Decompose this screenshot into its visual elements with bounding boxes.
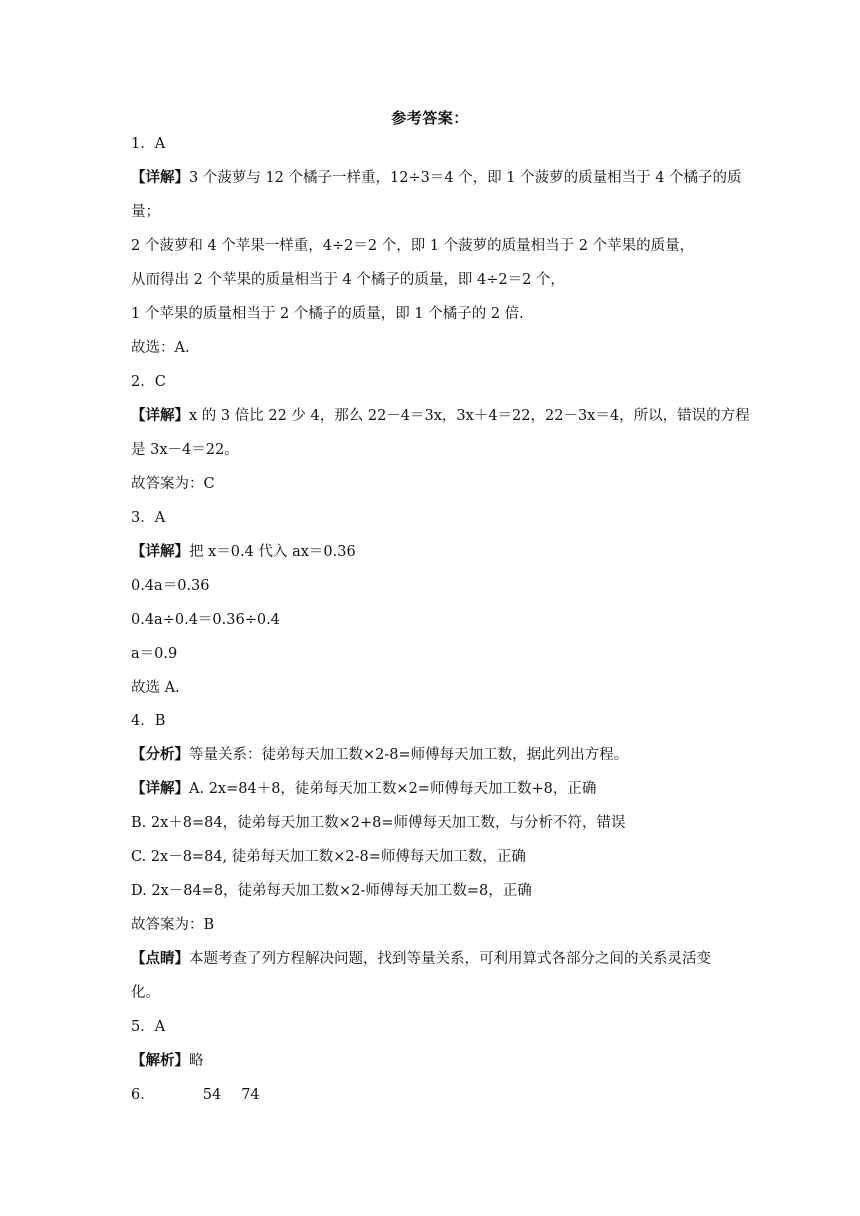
q4-explain-line-1 xyxy=(131,779,741,799)
q4-answer: 4．B xyxy=(131,713,166,729)
q1-explain-line-1 xyxy=(131,168,741,188)
q4-comment-line-2: 化。 xyxy=(131,985,160,1001)
q5-analysis-tag: 【解析】 xyxy=(131,1052,189,1069)
q3-step-1: 0.4a＝0.36 xyxy=(131,578,210,594)
q5-answer: 5．A xyxy=(131,1019,166,1035)
q1-explain-text-1: 3 个菠萝与 12 个橘子一样重，12÷3＝4 个，即 1 个菠萝的质量相当于 4 个橘子的质 xyxy=(189,170,742,186)
q4-comment-text-1: 本题考查了列方程解决问题，找到等量关系，可利用算式各部分之间的关系灵活变 xyxy=(189,951,711,967)
q4-conclusion: 故答案为：B xyxy=(131,917,215,933)
q1-conclusion: 故选：A. xyxy=(131,340,190,356)
q4-explain-tag: 【详解】 xyxy=(131,780,189,797)
q4-option-a: A. 2x=84＋8，徒弟每天加工数×2=师傅每天加工数+8，正确 xyxy=(189,781,597,797)
q4-comment-line-1 xyxy=(131,949,741,969)
q1-explain-tag: 【详解】 xyxy=(131,169,189,186)
q4-comment-tag: 【点睛】 xyxy=(131,950,189,967)
q2-conclusion: 故答案为：C xyxy=(131,476,215,492)
q4-option-d: D. 2x－84=8，徒弟每天加工数×2-师傅每天加工数=8，正确 xyxy=(131,883,532,899)
q6-answer-line xyxy=(131,1085,741,1105)
q1-explain-line-2: 量； xyxy=(131,204,160,220)
q4-option-b: B. 2x＋8=84，徒弟每天加工数×2+8=师傅每天加工数，与分析不符，错误 xyxy=(131,815,626,831)
q4-analysis-text: 等量关系：徒弟每天加工数×2-8=师傅每天加工数，据此列出方程。 xyxy=(189,747,629,763)
q6-number: 6． xyxy=(131,1087,155,1103)
q3-explain-text-1: 把 x＝0.4 代入 ax＝0.36 xyxy=(189,544,356,560)
q5-analysis-line xyxy=(131,1051,741,1071)
q4-analysis-line xyxy=(131,745,741,765)
q2-explain-line-1 xyxy=(131,406,750,426)
q3-explain-line-1 xyxy=(131,542,741,562)
q1-explain-line-5: 1 个苹果的质量相当于 2 个橘子的质量，即 1 个橘子的 2 倍. xyxy=(131,306,524,322)
q6-answer-2: 74 xyxy=(241,1087,260,1103)
q2-explain-line-2: 是 3x－4＝22。 xyxy=(131,442,239,458)
page-title: 参考答案： xyxy=(391,109,469,127)
q2-explain-text-1: x 的 3 倍比 22 少 4，那么 22－4＝3x，3x＋4＝22，22－3x＝4，所以，错误的方程 xyxy=(189,408,750,424)
q3-conclusion: 故选 A. xyxy=(131,680,180,696)
q3-step-2: 0.4a÷0.4＝0.36÷0.4 xyxy=(131,612,280,628)
q3-answer: 3．A xyxy=(131,510,166,526)
q1-explain-line-4: 从而得出 2 个苹果的质量相当于 4 个橘子的质量，即 4÷2＝2 个， xyxy=(131,272,565,288)
q2-explain-tag: 【详解】 xyxy=(131,407,189,424)
q4-analysis-tag: 【分析】 xyxy=(131,746,189,763)
q1-answer: 1．A xyxy=(131,136,166,152)
q1-explain-line-3: 2 个菠萝和 4 个苹果一样重，4÷2＝2 个，即 1 个菠萝的质量相当于 2 个苹果的质量， xyxy=(131,238,695,254)
q6-answer-1: 54 xyxy=(202,1087,222,1103)
q4-option-c: C. 2x－8=84, 徒弟每天加工数×2-8=师傅每天加工数，正确 xyxy=(131,849,526,865)
q3-explain-tag: 【详解】 xyxy=(131,543,189,560)
q2-answer: 2．C xyxy=(131,374,166,390)
q5-analysis-text: 略 xyxy=(189,1053,204,1069)
q3-step-3: a＝0.9 xyxy=(131,646,178,662)
